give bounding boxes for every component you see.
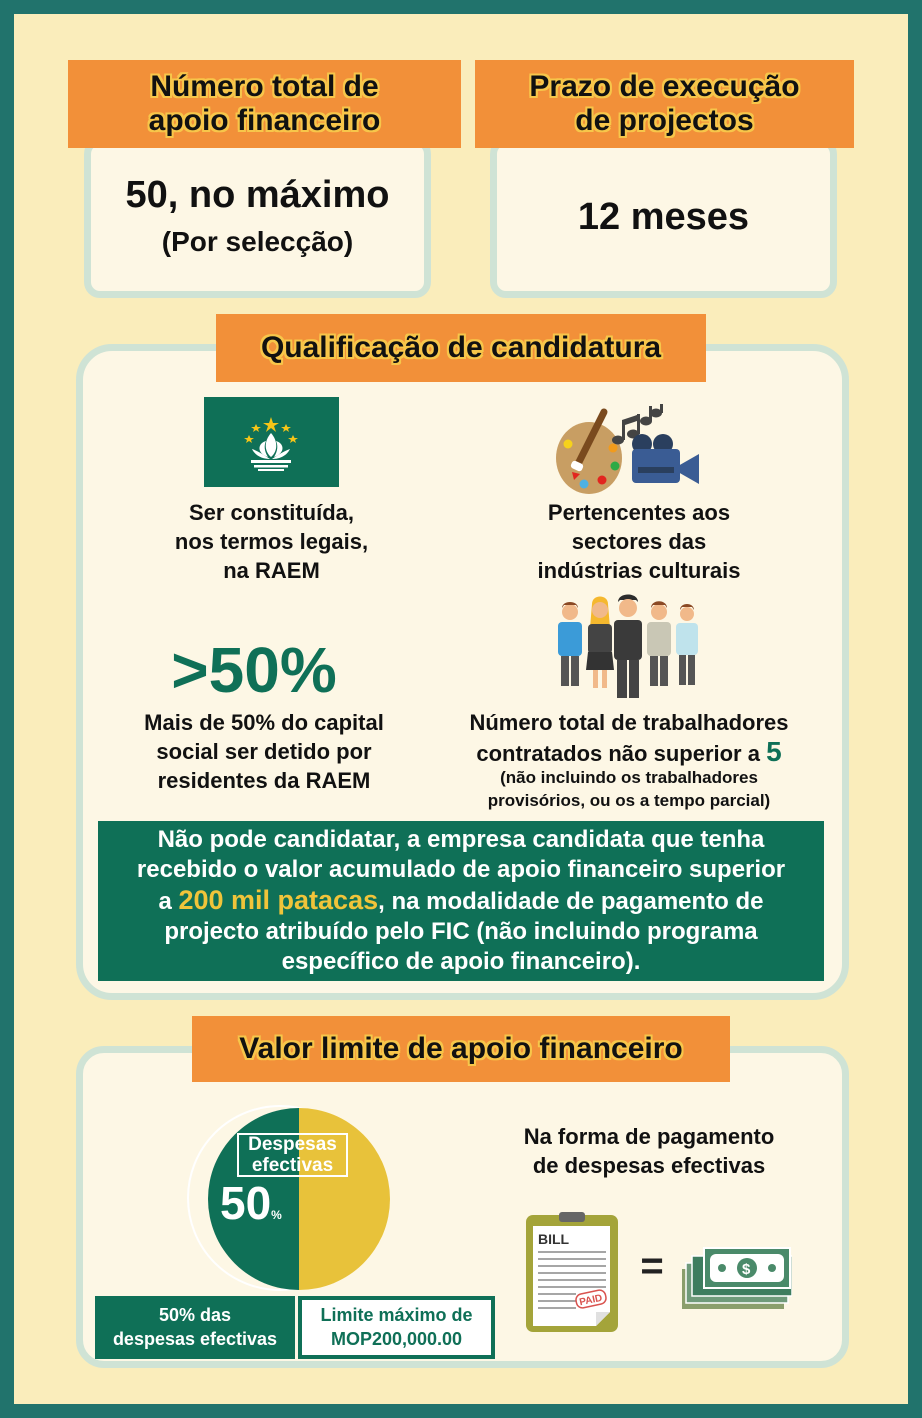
culture-icon bbox=[554, 404, 704, 500]
execution-period-value: 12 meses bbox=[577, 196, 750, 238]
amount-highlight: 200 mil patacas bbox=[178, 885, 379, 915]
workers-note: (não incluindo os trabalhadores provisórios, ou os a tempo parcial) bbox=[487, 768, 771, 810]
ineligibility-notice: Não pode candidatar, a empresa candidata que tenha recebido o valor acumulado de apoio financeiro superior a 200 mil patacas, na modalidade de pagamento de projecto atribuído pelo FIC (não incluindo programa específico de apoio financeiro). bbox=[98, 821, 824, 981]
execution-period-title: Prazo de execução de projectos bbox=[529, 70, 800, 137]
paid-bill-icon bbox=[526, 1212, 626, 1334]
total-support-title: Número total de apoio financeiro bbox=[148, 70, 381, 137]
total-support-card bbox=[84, 138, 431, 298]
qualification-banner bbox=[216, 314, 706, 382]
bill-label: BILL bbox=[538, 1231, 570, 1247]
limit-banner bbox=[192, 1016, 730, 1082]
constituted-text: Ser constituída, nos termos legais, na RAEM bbox=[174, 500, 369, 583]
percent-expenses-box: 50% das despesas efectivas bbox=[95, 1296, 295, 1359]
total-support-banner bbox=[68, 60, 461, 148]
workers-limit: 5 bbox=[766, 736, 782, 767]
infographic-canvas bbox=[14, 14, 908, 1404]
equals-sign: = bbox=[640, 1244, 664, 1288]
qualification-title: Qualificação de candidatura bbox=[260, 331, 662, 364]
dollar-sign: $ bbox=[742, 1261, 751, 1278]
limit-title: Valor limite de apoio financeiro bbox=[239, 1032, 683, 1065]
pie-value: 50% bbox=[220, 1177, 282, 1229]
workers-text: Número total de trabalhadores contratados não superior a 5 bbox=[469, 710, 789, 767]
money-stack-icon bbox=[682, 1247, 792, 1317]
cultural-industries-text: Pertencentes aos sectores das indústrias culturais bbox=[537, 500, 741, 583]
execution-period-banner bbox=[475, 60, 854, 148]
max-limit-box: Limite máximo de MOP200,000.00 bbox=[298, 1296, 495, 1359]
majority-percent: >50% bbox=[171, 634, 337, 706]
pie-label: Despesas efectivas bbox=[248, 1134, 337, 1176]
payment-form-text: Na forma de pagamento de despesas efectivas bbox=[523, 1124, 775, 1178]
total-support-value: 50, no máximo bbox=[125, 174, 390, 216]
workers-icon bbox=[548, 594, 708, 700]
paid-stamp: PAID bbox=[578, 1292, 604, 1309]
total-support-note: (Por selecção) bbox=[161, 226, 354, 257]
capital-text: Mais de 50% do capital social ser detido por residentes da RAEM bbox=[144, 710, 384, 793]
macau-flag-icon bbox=[204, 397, 339, 487]
